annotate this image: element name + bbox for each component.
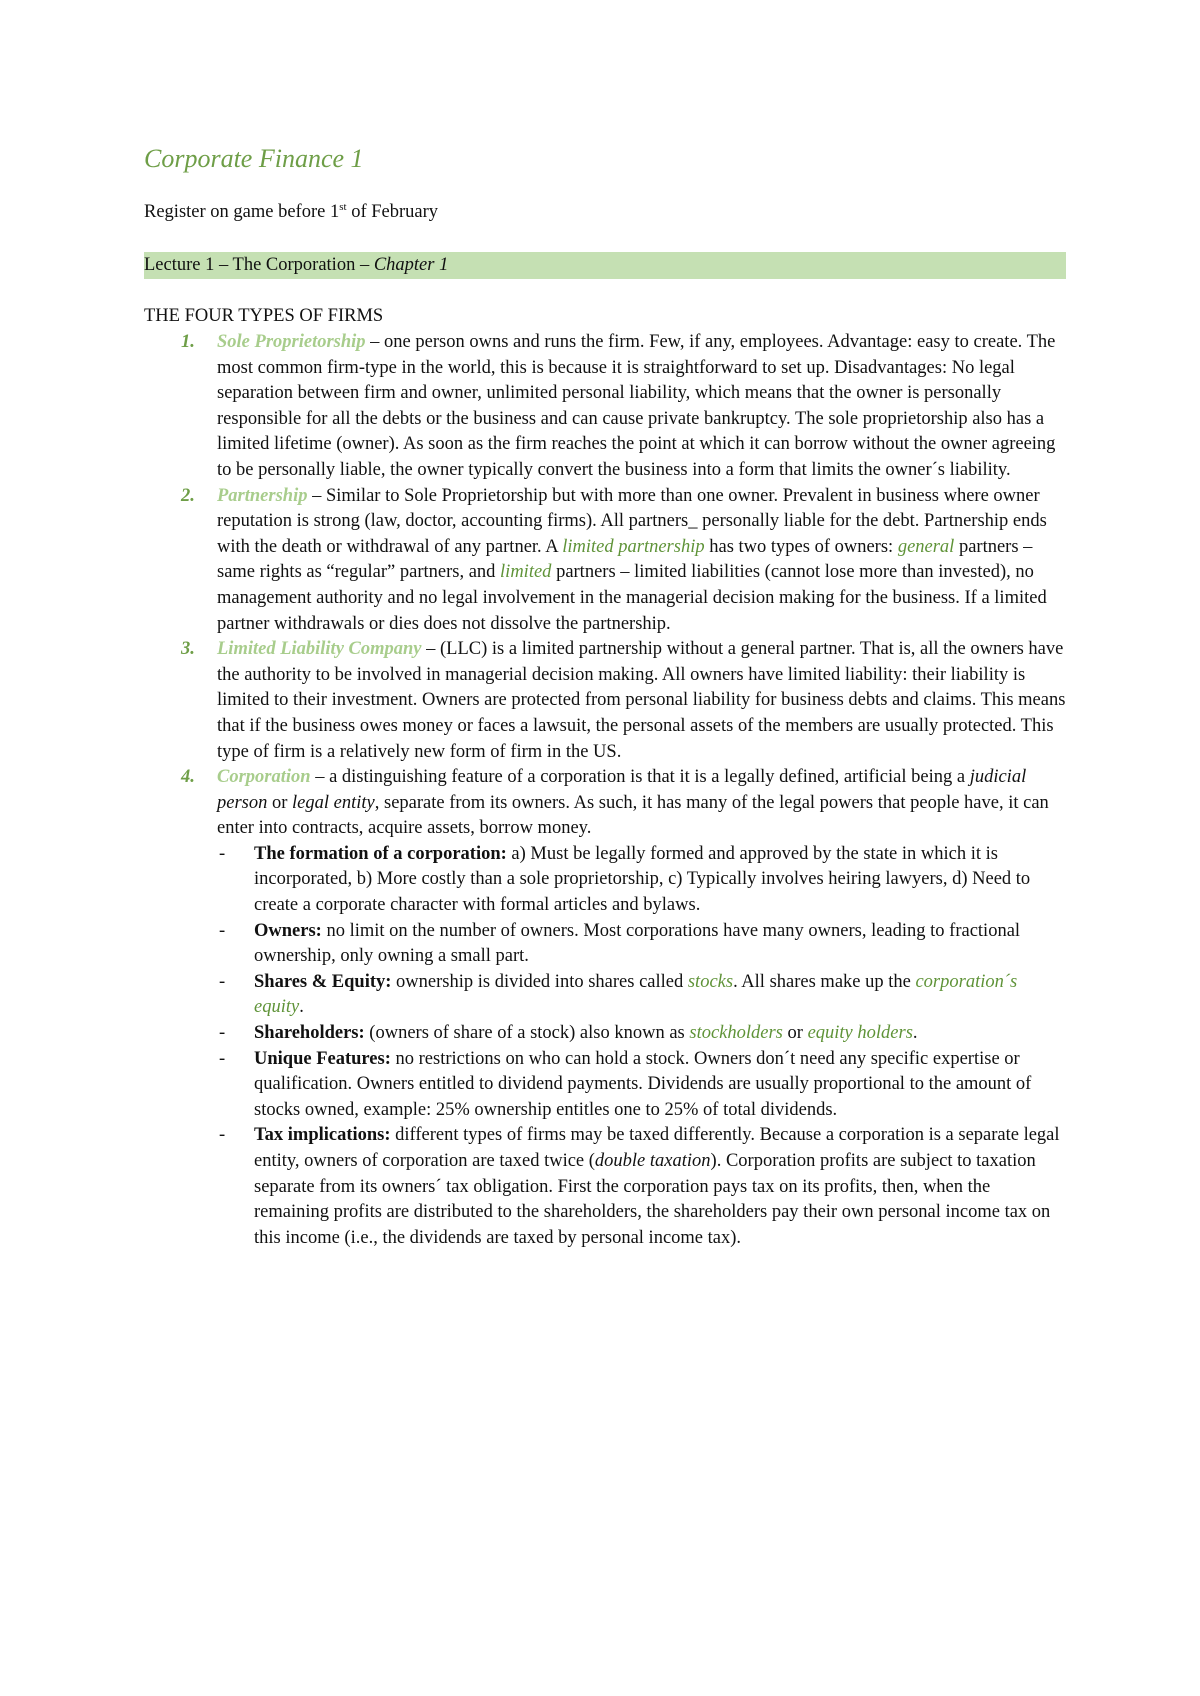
item-number: 1. [181, 332, 195, 352]
item-text: partners – same rights as “regular” partners, and [217, 536, 1033, 583]
list-item [144, 765, 1066, 1251]
section-heading: THE FOUR TYPES OF FIRMS [144, 306, 384, 326]
lecture-title: Lecture 1 – The Corporation – [144, 255, 374, 275]
register-text: Register on game before 1 [144, 202, 340, 222]
dash-bullet: - [219, 971, 226, 992]
item-number: 2. [181, 485, 195, 506]
firm-types-list [144, 330, 1066, 1251]
item-text: partners – limited liabilities (cannot lose more than invested), no management authority and no legal involvement in the managerial decision making for the business. If a limited partner withdrawals or dies does not dissolve the partnership. [217, 562, 1047, 634]
highlight-term: stocks [687, 971, 734, 992]
sub-item-text: (owners of share of a stock) also known as [364, 1023, 690, 1044]
register-superscript: st [339, 201, 347, 213]
item-text: – Similar to Sole Proprietorship but with more than one owner. Prevalent in business where owner reputation is strong (law, doctor, accounting firms). All partners_ personally liable for the debt. Partnership ends with the death or withdrawal of any partner. A [217, 485, 1047, 557]
sub-item-text: different types of firms may be taxed differently. Because a corporation is a separate legal entity, owners of corporation are taxed twice ( [254, 1125, 1060, 1171]
dash-bullet: - [219, 843, 226, 864]
item-number: 3. [181, 639, 195, 660]
lecture-heading [144, 252, 1066, 279]
sub-item-label: Shareholders: [254, 1023, 365, 1044]
sub-item-tax [144, 1123, 1066, 1251]
item-term: Sole Proprietorship [217, 332, 366, 352]
sub-item-text: or [782, 1023, 808, 1044]
dash-bullet: - [219, 1048, 226, 1069]
sub-item-text: ). Corporation profits are subject to taxation separate from its owners´ tax obligation. First the corporation pays tax on its profits, then, when the remaining profits are distributed to the shareholders, the shareholders pay their own personal income tax on this income (i.e., the dividends are taxed by personal income tax). [254, 1151, 1051, 1248]
highlight-term: corporation´s equity [254, 971, 1018, 1018]
sub-item-shares [144, 970, 1066, 1021]
sub-item-text: ownership is divided into shares called [391, 971, 688, 992]
highlight-term: limited [500, 562, 552, 583]
highlight-term: equity holders [807, 1023, 913, 1044]
document-title: Corporate Finance 1 [144, 144, 364, 173]
sub-item-label: Tax implications: [254, 1125, 391, 1146]
register-note [144, 202, 438, 223]
sub-item-text: no restrictions on who can hold a stock. Owners don´t need any specific expertise or qualification. Owners entitled to dividend payments. Dividends are usually proportional to the amount of stocks owned, example: 25% ownership entitles one to 25% of total dividends. [254, 1048, 1032, 1120]
italic-term: judicial person [217, 767, 1027, 813]
list-item [144, 637, 1066, 765]
register-text-end: of February [346, 202, 439, 222]
item-text: or [267, 792, 293, 813]
sub-item-label: Unique Features: [254, 1048, 391, 1069]
sub-item-text: . [912, 1023, 918, 1044]
sub-item-label: The formation of a corporation: [254, 843, 507, 864]
sub-item-label: Shares & Equity: [254, 971, 392, 992]
dash-bullet: - [219, 920, 226, 941]
sub-item-owners [144, 919, 1066, 970]
item-term: Corporation [217, 767, 311, 788]
dash-bullet: - [219, 1125, 226, 1146]
item-term: Limited Liability Company [217, 639, 422, 660]
sub-item-unique-features [144, 1047, 1066, 1124]
list-item [144, 484, 1066, 638]
sub-item-text: a) Must be legally formed and approved by the state in which it is incorporated, b) More costly than a sole proprietorship, c) Typically involves heiring lawyers, d) Need to create a corporate character with formal articles and bylaws. [254, 843, 1031, 916]
sub-item-formation [144, 842, 1066, 919]
item-text: , separate from its owners. As such, it has many of the legal powers that people have, it can enter into contracts, acquire assets, borrow money. [217, 792, 1049, 839]
item-text: – a distinguishing feature of a corporation is that it is a legally defined, artificial being a [310, 767, 970, 788]
italic-term: double taxation [594, 1151, 711, 1171]
sub-item-text: no limit on the number of owners. Most corporations have many owners, leading to fractional ownership, only owning a small part. [254, 920, 1021, 967]
highlight-term: stockholders [689, 1023, 783, 1044]
highlight-term: general [897, 536, 955, 557]
item-term: Partnership [217, 485, 308, 506]
sub-item-text: . All shares make up the [733, 971, 916, 992]
lecture-chapter: Chapter 1 [373, 255, 449, 275]
sub-item-text: . [299, 997, 304, 1018]
item-text: – (LLC) is a limited partnership without a general partner. That is, all the owners have the authority to be involved in managerial decision making. All owners have limited liability: their liability is limited to their investment. Owners are protected from personal liability for business debts and claims. This means that if the business owes money or faces a lawsuit, the personal assets of the members are usually protected. This type of firm is a relatively new form of firm in the US. [217, 639, 1066, 762]
item-text: has two types of owners: [704, 536, 898, 557]
item-number: 4. [181, 767, 195, 788]
sub-item-shareholders [144, 1021, 1066, 1047]
italic-term: legal entity [292, 792, 375, 813]
dash-bullet: - [219, 1023, 226, 1044]
highlight-term: limited partnership [562, 536, 705, 557]
item-text: – one person owns and runs the firm. Few, if any, employees. Advantage: easy to create. The most common firm-type in the world, this is because it is straightforward to set up. Disadvantages: No legal separation between firm and owner, unlimited personal liability, which means that the owner is personally responsible for all the debts or the business and can cause private bankruptcy. The sole proprietorship also has a limited lifetime (owner). As soon as the firm reaches the point at which it can borrow without the owner agreeing to be personally liable, the owner typically convert the business into a form that limits the owner´s liability. [217, 332, 1056, 480]
list-item [144, 330, 1066, 484]
sub-item-label: Owners: [254, 920, 322, 941]
